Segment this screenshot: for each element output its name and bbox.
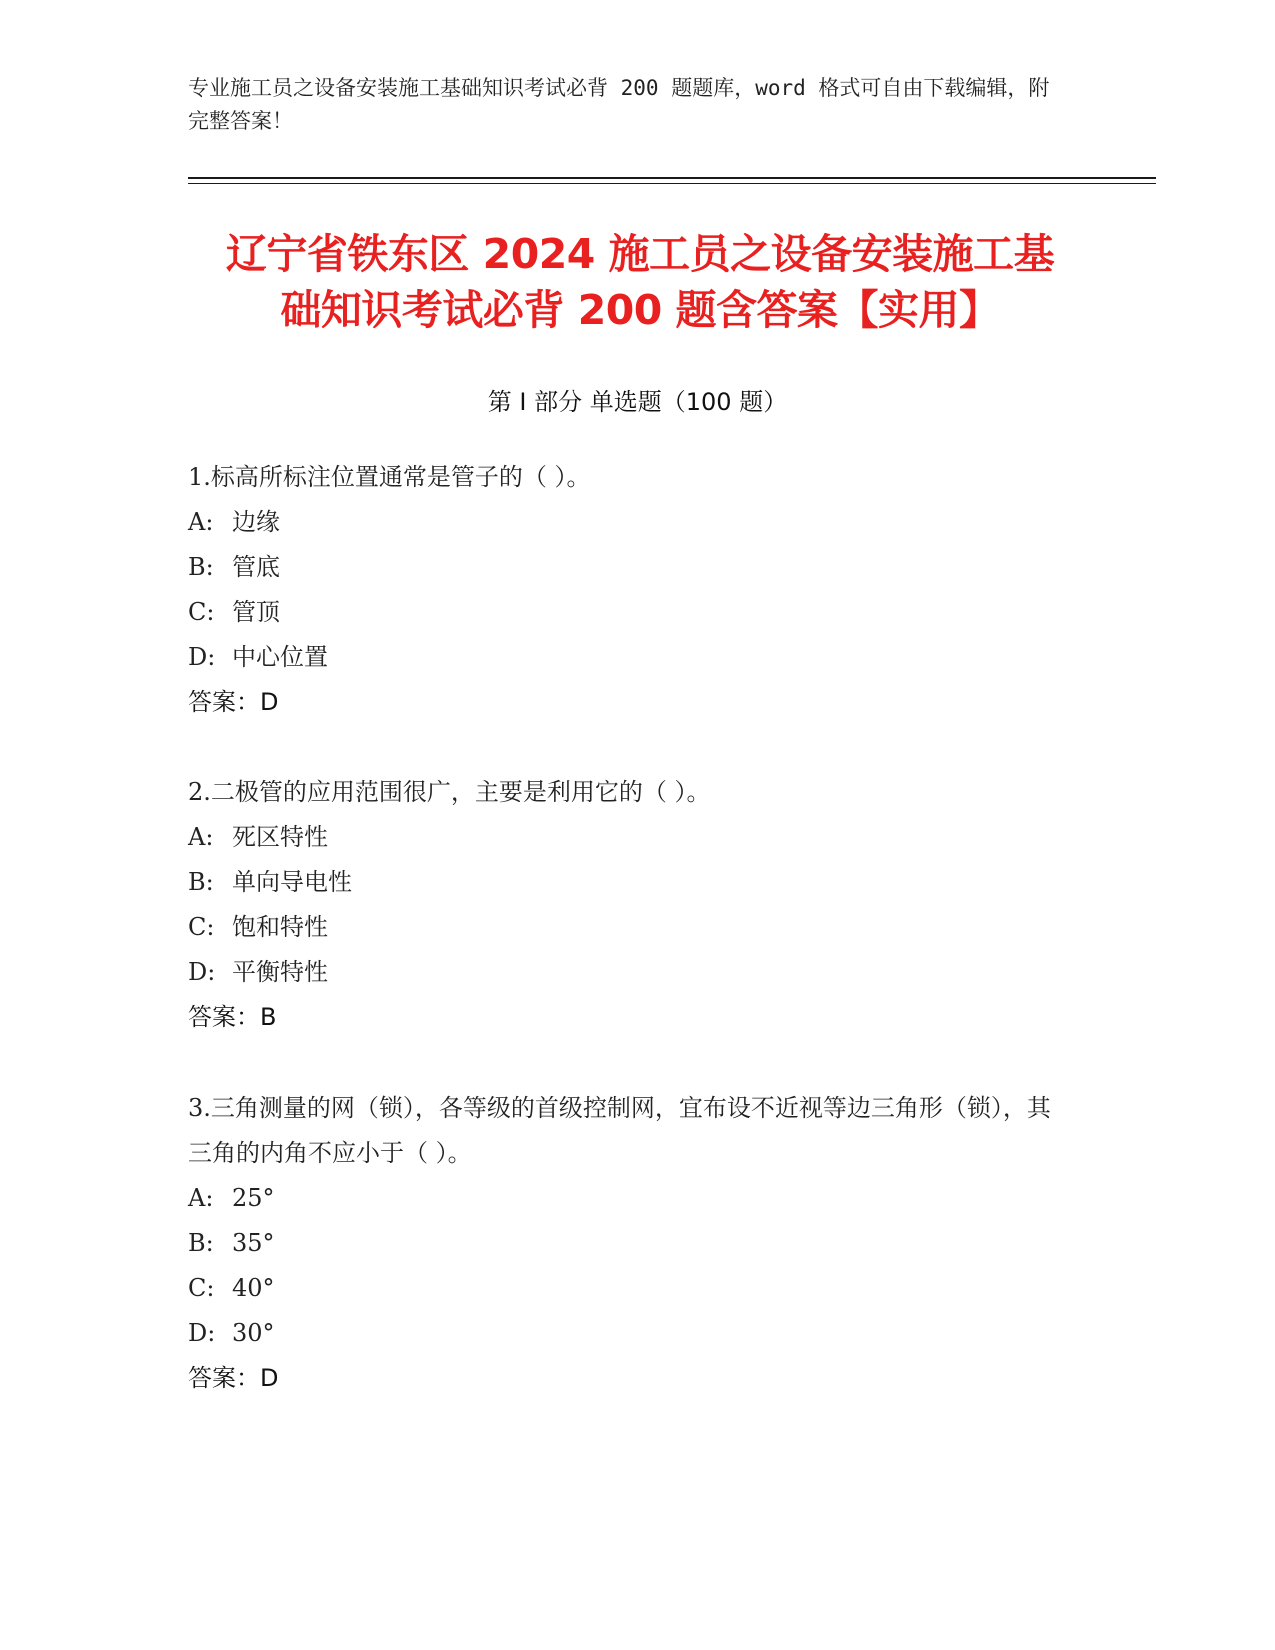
option-c [188,1266,1068,1311]
question-stem: 2.二极管的应用范围很广，主要是利用它的（ ）。 [188,778,711,806]
header-divider-thick [188,177,1156,179]
answer: 答案：B [188,1003,277,1031]
option-letter: C: [188,598,215,626]
option-letter: C: [188,1274,215,1302]
option-letter: A: [188,508,214,536]
option-text: 单向导电性 [232,868,352,896]
header-note: 专业施工员之设备安装施工基础知识考试必背 200 题题库，word 格式可自由下载编辑，附完整答案！ [188,76,1050,133]
option-b [188,545,1068,590]
option-c [188,905,1068,950]
option-c [188,590,1068,635]
option-text: 饱和特性 [232,913,328,941]
question-stem: 1.标高所标注位置通常是管子的（ ）。 [188,463,591,491]
answer: 答案：D [188,688,279,716]
option-text: 40° [232,1274,275,1302]
option-letter: D: [188,958,216,986]
option-text: 平衡特性 [232,958,328,986]
question-2 [188,770,1068,1040]
question-stem: 3.三角测量的网（锁），各等级的首级控制网，宜布设不近视等边三角形（锁），其三角的内角不应小于（ ）。 [188,1094,1051,1167]
option-d [188,1311,1068,1356]
option-b [188,1221,1068,1266]
title-line-2: 础知识考试必背 200 题含答案【实用】 [280,286,1000,334]
option-letter: A: [188,1184,214,1212]
option-text: 管底 [232,553,280,581]
option-a [188,500,1068,545]
section-title: 第 I 部分 单选题（100 题） [487,388,788,416]
option-letter: D: [188,643,216,671]
option-d [188,950,1068,995]
option-a [188,1176,1068,1221]
question-3 [188,1086,1068,1401]
title-line-1: 辽宁省铁东区 2024 施工员之设备安装施工基 [225,230,1055,278]
question-1 [188,455,1068,725]
document-title [180,226,1100,338]
option-letter: B: [188,868,214,896]
option-text: 30° [232,1319,275,1347]
option-text: 35° [232,1229,275,1257]
option-text: 管顶 [232,598,280,626]
answer: 答案：D [188,1364,279,1392]
option-text: 25° [232,1184,275,1212]
option-letter: B: [188,1229,214,1257]
option-d [188,635,1068,680]
option-letter: C: [188,913,215,941]
option-letter: B: [188,553,214,581]
header-divider-thin [188,183,1156,184]
option-a [188,815,1068,860]
option-text: 边缘 [232,508,280,536]
option-text: 死区特性 [232,823,328,851]
option-text: 中心位置 [232,643,328,671]
option-b [188,860,1068,905]
option-letter: A: [188,823,214,851]
option-letter: D: [188,1319,216,1347]
